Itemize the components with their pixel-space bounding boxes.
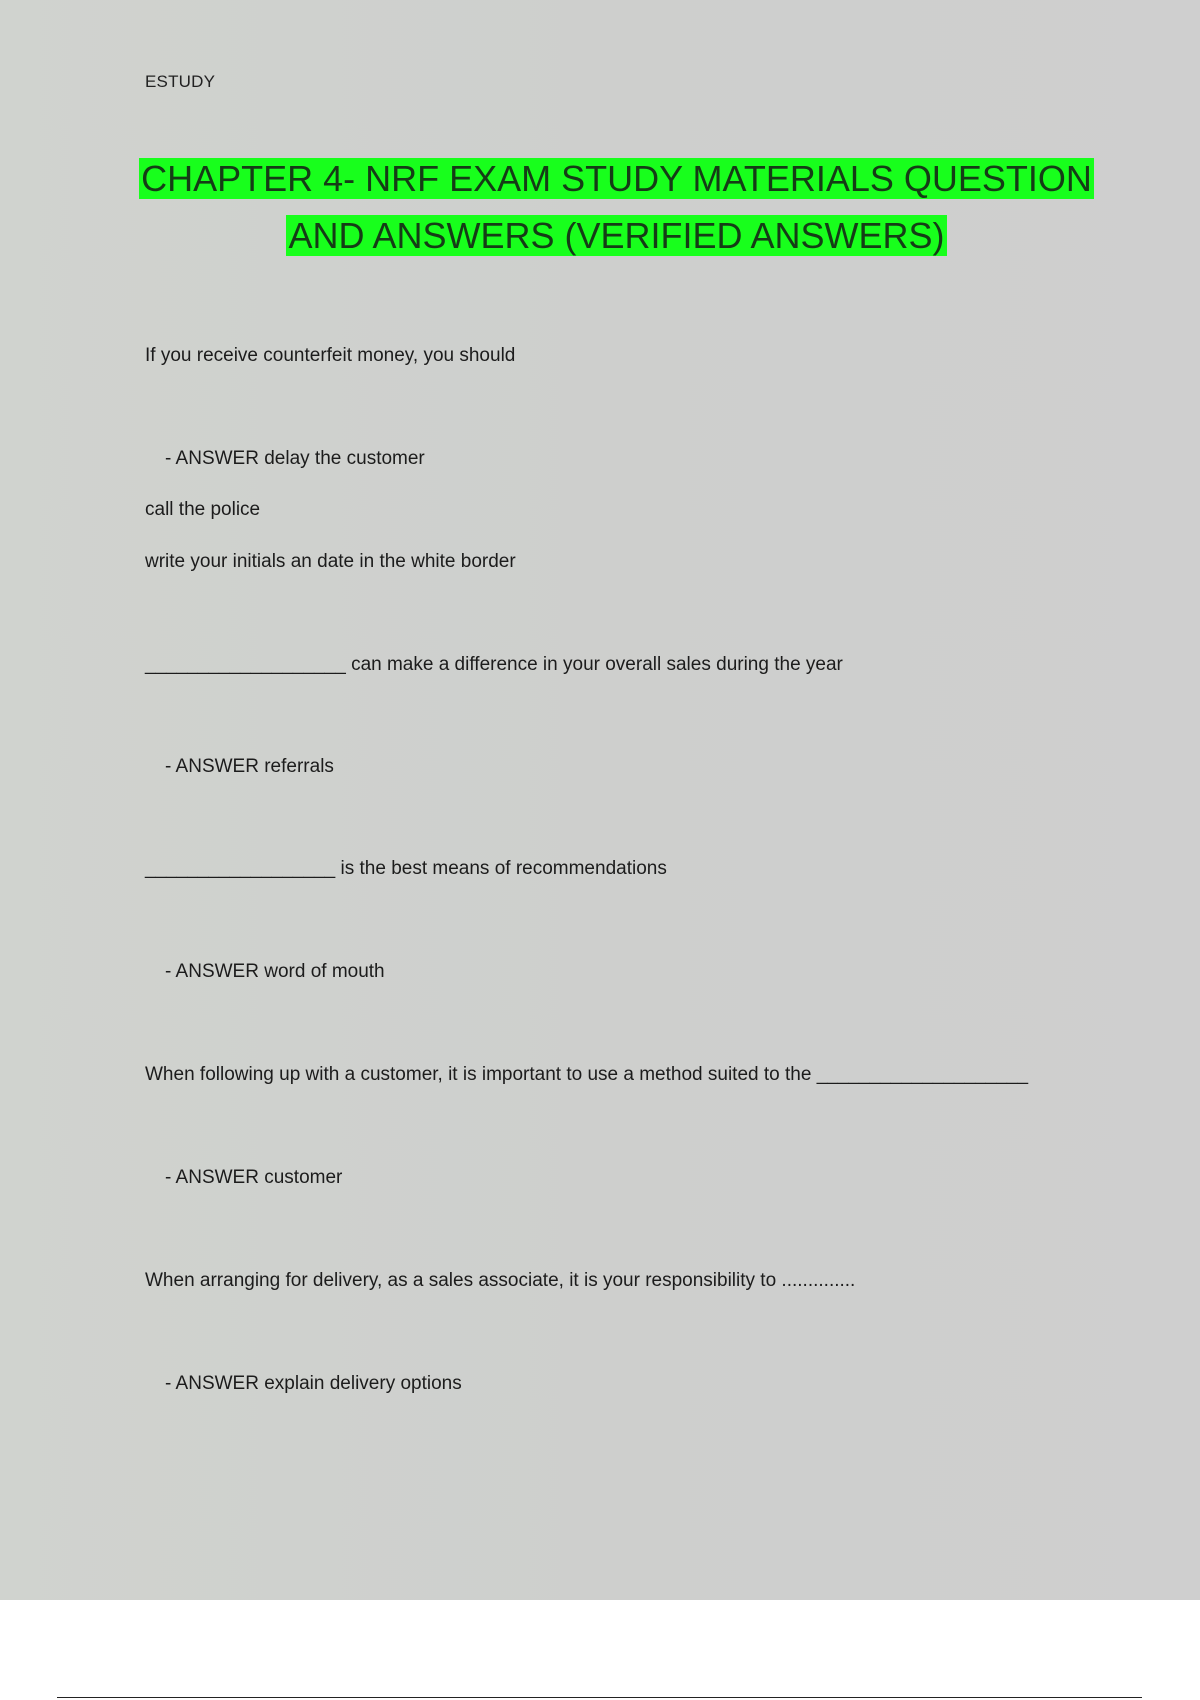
answer-5: - ANSWER explain delivery options (165, 1373, 462, 1394)
answer-1: - ANSWER delay the customer (165, 448, 425, 469)
question-2 (145, 654, 843, 676)
question-5: When arranging for delivery, as a sales associate, it is your responsibility to .............. (145, 1270, 856, 1291)
question-3 (145, 858, 667, 880)
answer-3: - ANSWER word of mouth (165, 961, 385, 982)
answer-4: - ANSWER customer (165, 1167, 343, 1188)
footer-divider (57, 1697, 1142, 1698)
title-line-1: CHAPTER 4- NRF EXAM STUDY MATERIALS QUESTION (141, 158, 1092, 199)
page-title (100, 150, 1133, 264)
question-3-blank: __________________ (145, 858, 336, 879)
question-2-blank: ___________________ (145, 654, 346, 675)
title-line-2: AND ANSWERS (VERIFIED ANSWERS) (288, 215, 945, 256)
question-1: If you receive counterfeit money, you should (145, 345, 516, 366)
question-4-text: When following up with a customer, it is important to use a method suited to the (145, 1064, 812, 1085)
answer-1-extra-2: write your initials an date in the white border (145, 551, 516, 572)
header-label: ESTUDY (145, 72, 216, 91)
question-2-text: can make a difference in your overall sales during the year (351, 654, 843, 675)
question-3-text: is the best means of recommendations (340, 858, 667, 879)
answer-2: - ANSWER referrals (165, 756, 334, 777)
answer-1-extra-1: call the police (145, 499, 261, 520)
question-4-blank: ____________________ (816, 1064, 1029, 1085)
question-4 (145, 1064, 1028, 1086)
